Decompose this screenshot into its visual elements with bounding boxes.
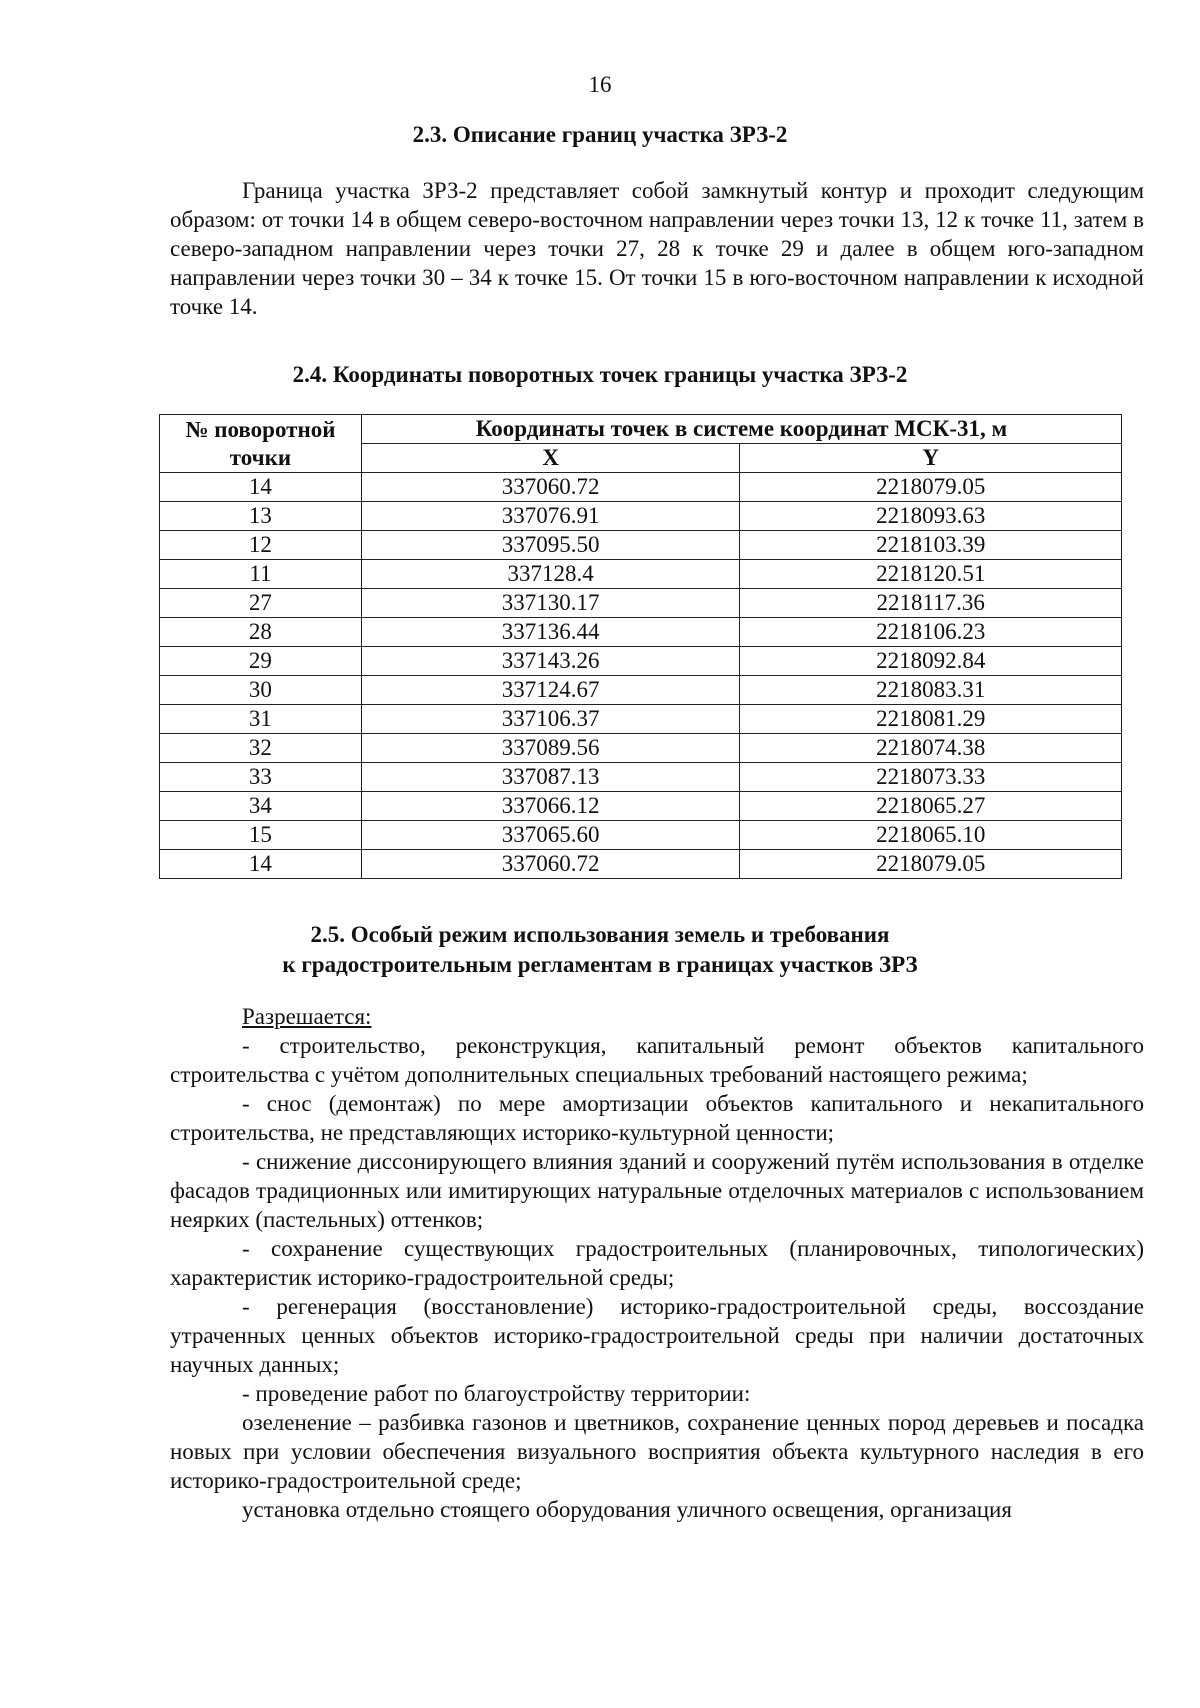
- table-cell-point: 13: [160, 502, 362, 531]
- table-row: [160, 792, 1122, 821]
- table-row: [160, 502, 1122, 531]
- list-item: - строительство, реконструкция, капитальный ремонт объектов капитального строительства с учётом дополнительных специальных требований настоящего режима;: [170, 1033, 1144, 1087]
- table-cell-x: 337143.26: [361, 647, 740, 676]
- table-cell-point: 31: [160, 705, 362, 734]
- table-cell-y: 2218092.84: [740, 647, 1122, 676]
- table-row: [160, 589, 1122, 618]
- table-cell-y: 2218065.27: [740, 792, 1122, 821]
- list-item: озеленение – разбивка газонов и цветников, сохранение ценных пород деревьев и посадка новых при условии обеспечения визуального восприятия объекта культурного наследия в его историко-градостроительной среде;: [170, 1410, 1144, 1493]
- table-row: [160, 850, 1122, 879]
- point-number-header: № поворотной точки: [160, 415, 362, 473]
- table-cell-point: 30: [160, 676, 362, 705]
- table-cell-point: 33: [160, 763, 362, 792]
- list-item: - регенерация (восстановление) историко-градостроительной среды, воссоздание утраченных ценных объектов историко-градостроительной среды при наличии достаточных научных данных;: [170, 1294, 1144, 1377]
- allowed-label: [170, 1002, 1144, 1031]
- table-cell-y: 2218074.38: [740, 734, 1122, 763]
- table-cell-y: 2218103.39: [740, 531, 1122, 560]
- table-row: [160, 531, 1122, 560]
- section-2-3-title: 2.3. Описание границ участка ЗРЗ-2: [412, 122, 788, 147]
- coordinates-table-body: [160, 473, 1122, 879]
- table-cell-y: 2218106.23: [740, 618, 1122, 647]
- table-cell-y: 2218120.51: [740, 560, 1122, 589]
- table-cell-point: 28: [160, 618, 362, 647]
- table-row: [160, 473, 1122, 502]
- table-row: [160, 821, 1122, 850]
- y-header: Y: [740, 444, 1122, 473]
- table-cell-x: 337060.72: [361, 473, 740, 502]
- list-item: - снос (демонтаж) по мере амортизации объектов капитального и некапитального строительства, не представляющих историко-культурной ценности;: [170, 1091, 1144, 1145]
- page-number: 16: [588, 72, 612, 97]
- table-row: [160, 734, 1122, 763]
- table-cell-x: 337066.12: [361, 792, 740, 821]
- table-cell-point: 27: [160, 589, 362, 618]
- table-row: [160, 618, 1122, 647]
- table-cell-y: 2218065.10: [740, 821, 1122, 850]
- table-cell-x: 337089.56: [361, 734, 740, 763]
- table-cell-point: 11: [160, 560, 362, 589]
- coordinates-header: Координаты точек в системе координат МСК-31, м: [361, 415, 1121, 444]
- table-row: [160, 676, 1122, 705]
- list-item: - сохранение существующих градостроительных (планировочных, типологических) характеристик историко-градостроительной среды;: [170, 1236, 1144, 1290]
- table-row: [160, 647, 1122, 676]
- table-row: [160, 763, 1122, 792]
- table-cell-x: 337087.13: [361, 763, 740, 792]
- table-row: [160, 560, 1122, 589]
- table-cell-x: 337128.4: [361, 560, 740, 589]
- section-2-3-text: [170, 176, 1144, 321]
- table-cell-point: 34: [160, 792, 362, 821]
- table-row: [160, 705, 1122, 734]
- allowed-label-text: Разрешается:: [242, 1004, 372, 1029]
- section-2-5-title-line2: к градостроительным регламентам в границах участков ЗРЗ: [282, 952, 918, 977]
- table-cell-y: 2218081.29: [740, 705, 1122, 734]
- section-2-5-title-line1: 2.5. Особый режим использования земель и требования: [310, 922, 890, 947]
- table-cell-y: 2218117.36: [740, 589, 1122, 618]
- table-cell-point: 12: [160, 531, 362, 560]
- section-2-4-title: 2.4. Координаты поворотных точек границы участка ЗРЗ-2: [292, 362, 908, 387]
- list-item: - снижение диссонирующего влияния зданий и сооружений путём использования в отделке фасадов традиционных или имитирующих натуральные отделочных материалов с использованием неярких (пастельных) оттенков;: [170, 1149, 1144, 1232]
- coordinates-table: [159, 414, 1122, 879]
- x-header: X: [361, 444, 740, 473]
- table-cell-x: 337124.67: [361, 676, 740, 705]
- table-cell-point: 14: [160, 473, 362, 502]
- table-cell-x: 337106.37: [361, 705, 740, 734]
- table-cell-x: 337136.44: [361, 618, 740, 647]
- table-cell-y: 2218073.33: [740, 763, 1122, 792]
- table-cell-x: 337095.50: [361, 531, 740, 560]
- table-cell-point: 29: [160, 647, 362, 676]
- table-cell-x: 337076.91: [361, 502, 740, 531]
- list-item: установка отдельно стоящего оборудования уличного освещения, организация: [242, 1497, 1012, 1522]
- table-cell-y: 2218079.05: [740, 473, 1122, 502]
- table-cell-y: 2218093.63: [740, 502, 1122, 531]
- list-item: - проведение работ по благоустройству территории:: [242, 1381, 751, 1406]
- table-cell-y: 2218079.05: [740, 850, 1122, 879]
- section-2-5-body: [170, 1002, 1144, 1524]
- table-cell-x: 337130.17: [361, 589, 740, 618]
- allowed-items-list: [170, 1031, 1144, 1524]
- table-cell-x: 337065.60: [361, 821, 740, 850]
- section-2-3-body: Граница участка ЗРЗ-2 представляет собой замкнутый контур и проходит следующим образом: от точки 14 в общем северо-восточном направлении через точки 13, 12 к точке 11, затем в северо-западном направлении через точки 27, 28 к точке 29 и далее в общем юго-западном направлении через точки 30 – 34 к точке 15. От точки 15 в юго-восточном направлении к исходной точке 14.: [170, 178, 1144, 319]
- table-cell-x: 337060.72: [361, 850, 740, 879]
- table-cell-y: 2218083.31: [740, 676, 1122, 705]
- table-cell-point: 32: [160, 734, 362, 763]
- table-cell-point: 14: [160, 850, 362, 879]
- table-cell-point: 15: [160, 821, 362, 850]
